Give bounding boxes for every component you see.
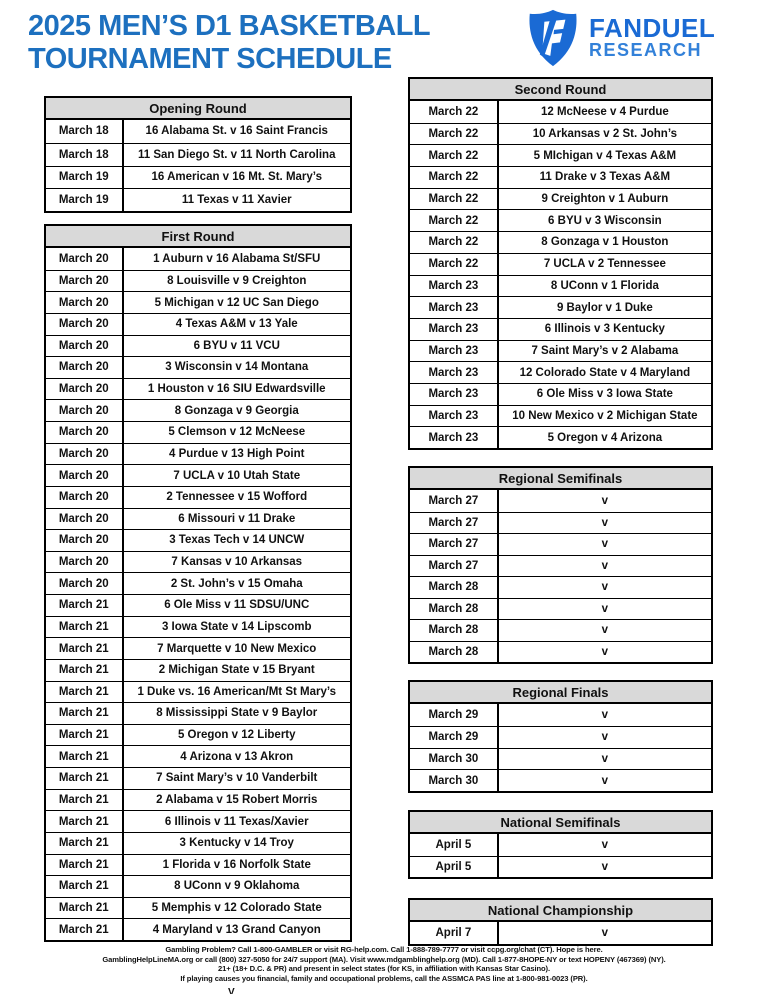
date-cell: March 28 xyxy=(410,642,499,663)
matchup-cell: 11 San Diego St. v 11 North Carolina xyxy=(138,148,336,161)
matchup-cell: 16 American v 16 Mt. St. Mary’s xyxy=(151,171,322,184)
table-row xyxy=(410,922,711,944)
matchup-cell: v xyxy=(601,731,609,744)
table-row xyxy=(410,769,711,791)
date-cell: March 20 xyxy=(46,465,124,486)
matchup-cell: 5 Oregon v 4 Arizona xyxy=(547,431,663,444)
date-cell: March 22 xyxy=(410,210,499,231)
gambling-disclaimer xyxy=(0,945,768,983)
matchup-cell: 8 Louisville v 9 Creighton xyxy=(167,274,307,287)
date-cell: March 20 xyxy=(46,552,124,573)
fanduel-research-text: RESEARCH xyxy=(589,40,703,61)
table-row xyxy=(410,209,711,231)
date-cell: March 20 xyxy=(46,422,124,443)
matchup-cell: v xyxy=(601,516,609,529)
disclaimer-line-4: If playing causes you financial, family and occupational problems, call the ASSMCA PAS line at 1-800-981-0023 (PR). xyxy=(180,973,588,983)
fanduel-logo xyxy=(526,8,715,68)
regional-semifinals-rows xyxy=(410,490,711,662)
matchup-cell: v xyxy=(601,927,609,939)
date-cell: March 22 xyxy=(410,254,499,275)
date-cell: March 21 xyxy=(46,595,124,616)
table-row xyxy=(46,918,350,940)
table-row xyxy=(410,275,711,297)
table-row xyxy=(410,856,711,878)
date-cell: March 23 xyxy=(410,319,499,340)
date-cell: March 29 xyxy=(410,727,499,748)
second-round-title: Second Round xyxy=(410,79,711,101)
regional-finals-table xyxy=(408,680,713,793)
table-row xyxy=(46,529,350,551)
matchup-cell: v xyxy=(601,559,609,572)
matchup-cell: 5 Clemson v 12 McNeese xyxy=(168,426,306,439)
date-cell: March 23 xyxy=(410,276,499,297)
date-cell: March 23 xyxy=(410,341,499,362)
matchup-cell: 1 Florida v 16 Norfolk State xyxy=(162,858,311,871)
regional-semifinals-table xyxy=(408,466,713,664)
table-row xyxy=(46,270,350,292)
table-row xyxy=(410,641,711,663)
matchup-cell: 2 Michigan State v 15 Bryant xyxy=(158,664,315,677)
date-cell: March 22 xyxy=(410,167,499,188)
table-row xyxy=(46,789,350,811)
matchup-cell: 7 Marquette v 10 New Mexico xyxy=(157,642,317,655)
date-cell: March 23 xyxy=(410,362,499,383)
table-row xyxy=(410,426,711,448)
table-row xyxy=(46,248,350,270)
matchup-cell: 12 McNeese v 4 Purdue xyxy=(540,105,669,118)
table-row xyxy=(46,464,350,486)
date-cell: March 21 xyxy=(46,617,124,638)
table-row xyxy=(410,490,711,512)
date-cell: March 23 xyxy=(410,297,499,318)
matchup-cell: v xyxy=(601,645,609,658)
disclaimer-line-2: GamblingHelpLineMA.org or call (800) 327-5050 for 24/7 support (MA). Visit www.mdgamblinghelp.org (MD). Call 1-877-8HOPE-NY or text HOPENY (467369) (NY). xyxy=(102,954,666,964)
matchup-cell: v xyxy=(601,774,609,787)
date-cell: March 27 xyxy=(410,556,499,577)
table-row xyxy=(46,188,350,211)
table-row xyxy=(410,576,711,598)
table-row xyxy=(46,767,350,789)
table-row xyxy=(46,572,350,594)
date-cell: March 23 xyxy=(410,427,499,448)
matchup-cell: 2 St. John’s v 15 Omaha xyxy=(170,577,303,590)
table-row xyxy=(410,834,711,856)
national-championship-title: National Championship xyxy=(410,900,711,922)
date-cell: April 5 xyxy=(410,857,499,878)
table-row xyxy=(46,637,350,659)
national-championship-rows xyxy=(410,922,711,944)
page-title-line1: 2025 MEN’S D1 BASKETBALL xyxy=(28,10,431,42)
matchup-cell: 5 MIchigan v 4 Texas A&M xyxy=(533,149,677,162)
date-cell: March 22 xyxy=(410,101,499,123)
table-row xyxy=(410,726,711,748)
matchup-cell: 8 UConn v 1 Florida xyxy=(550,279,659,292)
table-row xyxy=(410,405,711,427)
date-cell: March 22 xyxy=(410,232,499,253)
date-cell: March 20 xyxy=(46,292,124,313)
matchup-cell: 16 Alabama St. v 16 Saint Francis xyxy=(145,125,328,138)
matchup-cell: 1 Auburn v 16 Alabama St/SFU xyxy=(153,252,321,265)
matchup-cell: 7 Kansas v 10 Arkansas xyxy=(171,556,303,569)
second-round-table xyxy=(408,77,713,450)
matchup-cell: 5 Memphis v 12 Colorado State xyxy=(151,902,322,915)
date-cell: March 22 xyxy=(410,124,499,145)
table-row xyxy=(410,144,711,166)
date-cell: March 23 xyxy=(410,406,499,427)
date-cell: March 21 xyxy=(46,638,124,659)
disclaimer-line-3: 21+ (18+ D.C. & PR) and present in select states (for KS, in affiliation with Kansas Star Casino). xyxy=(217,964,550,974)
matchup-cell: v xyxy=(601,602,609,615)
matchup-cell: 8 Gonzaga v 9 Georgia xyxy=(174,404,299,417)
fanduel-logo-text xyxy=(589,15,715,61)
first-round-title: First Round xyxy=(46,226,350,248)
table-row xyxy=(46,378,350,400)
matchup-cell: 5 Oregon v 12 Liberty xyxy=(177,729,296,742)
regional-finals-rows xyxy=(410,704,711,791)
date-cell: March 21 xyxy=(46,746,124,767)
date-cell: March 27 xyxy=(410,513,499,534)
matchup-cell: 7 UCLA v 2 Tennessee xyxy=(543,258,666,271)
matchup-cell: v xyxy=(601,538,609,551)
matchup-cell: 4 Arizona v 13 Akron xyxy=(180,750,294,763)
date-cell: March 22 xyxy=(410,145,499,166)
date-cell: March 18 xyxy=(46,120,124,143)
table-row xyxy=(46,421,350,443)
table-row xyxy=(46,702,350,724)
table-row xyxy=(46,508,350,530)
table-row xyxy=(46,832,350,854)
matchup-cell: 7 Saint Mary’s v 2 Alabama xyxy=(531,344,679,357)
table-row xyxy=(410,101,711,123)
date-cell: March 21 xyxy=(46,703,124,724)
date-cell: March 18 xyxy=(46,144,124,166)
table-row xyxy=(46,143,350,166)
date-cell: March 19 xyxy=(46,167,124,189)
table-row xyxy=(46,313,350,335)
date-cell: March 22 xyxy=(410,189,499,210)
page-title xyxy=(28,10,430,76)
date-cell: March 21 xyxy=(46,790,124,811)
table-row xyxy=(46,551,350,573)
page-title-line2: TOURNAMENT SCHEDULE xyxy=(28,43,392,76)
matchup-cell: 3 Wisconsin v 14 Montana xyxy=(165,361,309,374)
date-cell: March 21 xyxy=(46,811,124,832)
date-cell: March 28 xyxy=(410,620,499,641)
date-cell: March 27 xyxy=(410,490,499,512)
table-row xyxy=(410,598,711,620)
date-cell: March 20 xyxy=(46,530,124,551)
table-row xyxy=(46,335,350,357)
date-cell: March 20 xyxy=(46,314,124,335)
date-cell: March 29 xyxy=(410,704,499,726)
table-row xyxy=(410,361,711,383)
matchup-cell: v xyxy=(601,581,609,594)
matchup-cell: 1 Duke vs. 16 American/Mt St Mary’s xyxy=(137,685,337,698)
date-cell: March 21 xyxy=(46,919,124,940)
table-row xyxy=(410,512,711,534)
date-cell: March 20 xyxy=(46,487,124,508)
date-cell: March 20 xyxy=(46,400,124,421)
matchup-cell: 9 Baylor v 1 Duke xyxy=(556,301,653,314)
table-row xyxy=(46,291,350,313)
matchup-cell: 7 UCLA v 10 Utah State xyxy=(173,469,301,482)
table-row xyxy=(410,253,711,275)
date-cell: March 27 xyxy=(410,534,499,555)
matchup-cell: v xyxy=(601,708,609,721)
national-semifinals-rows xyxy=(410,834,711,877)
matchup-cell: 5 Michigan v 12 UC San Diego xyxy=(154,296,319,309)
matchup-cell: 12 Colorado State v 4 Maryland xyxy=(519,366,691,379)
fanduel-brand-text: FANDUEL xyxy=(589,13,716,44)
matchup-cell: v xyxy=(601,838,609,851)
table-row xyxy=(410,188,711,210)
matchup-cell: 9 Creighton v 1 Auburn xyxy=(541,193,669,206)
table-row xyxy=(410,555,711,577)
table-row xyxy=(410,166,711,188)
national-championship-table xyxy=(408,898,713,946)
matchup-cell: 6 Ole Miss v 11 SDSU/UNC xyxy=(164,599,310,612)
matchup-cell: 3 Texas Tech v 14 UNCW xyxy=(169,534,305,547)
table-row xyxy=(46,875,350,897)
date-cell: March 21 xyxy=(46,898,124,919)
regional-semifinals-title: Regional Semifinals xyxy=(410,468,711,490)
matchup-cell: 6 Missouri v 11 Drake xyxy=(178,512,296,525)
table-row xyxy=(46,681,350,703)
matchup-cell: 8 Mississippi State v 9 Baylor xyxy=(156,707,318,720)
matchup-cell: 2 Tennessee v 15 Wofford xyxy=(166,491,308,504)
date-cell: March 30 xyxy=(410,749,499,770)
matchup-cell: 11 Texas v 11 Xavier xyxy=(181,194,292,207)
table-row xyxy=(46,356,350,378)
table-row xyxy=(410,383,711,405)
opening-round-table xyxy=(44,96,352,213)
table-row xyxy=(410,619,711,641)
date-cell: March 23 xyxy=(410,384,499,405)
table-row xyxy=(46,724,350,746)
date-cell: April 5 xyxy=(410,834,499,856)
date-cell: March 20 xyxy=(46,573,124,594)
matchup-cell: 8 UConn v 9 Oklahoma xyxy=(174,880,300,893)
table-row xyxy=(410,296,711,318)
matchup-cell: 10 New Mexico v 2 Michigan State xyxy=(512,409,698,422)
date-cell: March 20 xyxy=(46,444,124,465)
date-cell: April 7 xyxy=(410,922,499,944)
matchup-cell: 3 Iowa State v 14 Lipscomb xyxy=(161,620,312,633)
first-round-table xyxy=(44,224,352,942)
table-row xyxy=(46,486,350,508)
date-cell: March 21 xyxy=(46,768,124,789)
table-row xyxy=(46,616,350,638)
cutoff-text-artifact: V xyxy=(228,987,235,994)
date-cell: March 21 xyxy=(46,855,124,876)
matchup-cell: 3 Kentucky v 14 Troy xyxy=(179,837,294,850)
table-row xyxy=(410,123,711,145)
opening-round-title: Opening Round xyxy=(46,98,350,120)
matchup-cell: 6 Illinois v 3 Kentucky xyxy=(544,323,665,336)
matchup-cell: 4 Texas A&M v 13 Yale xyxy=(175,318,298,331)
matchup-cell: 6 Illinois v 11 Texas/Xavier xyxy=(164,815,309,828)
matchup-cell: 4 Maryland v 13 Grand Canyon xyxy=(152,923,321,936)
table-row xyxy=(46,897,350,919)
fanduel-shield-icon xyxy=(526,8,580,68)
table-row xyxy=(410,748,711,770)
table-row xyxy=(410,533,711,555)
date-cell: March 20 xyxy=(46,357,124,378)
table-row xyxy=(46,399,350,421)
table-row xyxy=(46,810,350,832)
table-row xyxy=(46,120,350,143)
date-cell: March 21 xyxy=(46,833,124,854)
date-cell: March 20 xyxy=(46,509,124,530)
matchup-cell: v xyxy=(601,624,609,637)
opening-round-rows xyxy=(46,120,350,211)
matchup-cell: 1 Houston v 16 SIU Edwardsville xyxy=(147,383,326,396)
table-row xyxy=(46,443,350,465)
matchup-cell: 4 Purdue v 13 High Point xyxy=(169,447,305,460)
matchup-cell: 11 Drake v 3 Texas A&M xyxy=(539,171,671,184)
table-row xyxy=(410,340,711,362)
table-row xyxy=(410,704,711,726)
disclaimer-line-1: Gambling Problem? Call 1-800-GAMBLER or visit RG-help.com. Call 1-888-789-7777 or visit ccpg.org/chat (CT). Hope is here. xyxy=(165,945,603,954)
table-row xyxy=(46,854,350,876)
matchup-cell: 7 Saint Mary’s v 10 Vanderbilt xyxy=(156,772,318,785)
matchup-cell: v xyxy=(601,860,609,873)
matchup-cell: 6 BYU v 3 Wisconsin xyxy=(548,214,662,227)
regional-finals-title: Regional Finals xyxy=(410,682,711,704)
national-semifinals-table xyxy=(408,810,713,879)
first-round-rows xyxy=(46,248,350,940)
matchup-cell: 10 Arkansas v 2 St. John’s xyxy=(532,128,677,141)
matchup-cell: 6 BYU v 11 VCU xyxy=(193,339,280,352)
table-row xyxy=(410,318,711,340)
date-cell: March 20 xyxy=(46,248,124,270)
date-cell: March 21 xyxy=(46,682,124,703)
table-row xyxy=(46,594,350,616)
matchup-cell: v xyxy=(601,752,609,765)
date-cell: March 20 xyxy=(46,271,124,292)
date-cell: March 21 xyxy=(46,876,124,897)
table-row xyxy=(46,745,350,767)
matchup-cell: 6 Ole Miss v 3 Iowa State xyxy=(536,388,673,401)
date-cell: March 20 xyxy=(46,379,124,400)
date-cell: March 30 xyxy=(410,770,499,791)
table-row xyxy=(46,166,350,189)
table-row xyxy=(46,659,350,681)
national-semifinals-title: National Semifinals xyxy=(410,812,711,834)
second-round-rows xyxy=(410,101,711,448)
date-cell: March 21 xyxy=(46,725,124,746)
matchup-cell: v xyxy=(601,494,609,507)
date-cell: March 28 xyxy=(410,599,499,620)
matchup-cell: 2 Alabama v 15 Robert Morris xyxy=(156,793,318,806)
matchup-cell: 8 Gonzaga v 1 Houston xyxy=(541,236,669,249)
date-cell: March 21 xyxy=(46,660,124,681)
date-cell: March 20 xyxy=(46,336,124,357)
table-row xyxy=(410,231,711,253)
date-cell: March 28 xyxy=(410,577,499,598)
date-cell: March 19 xyxy=(46,189,124,211)
